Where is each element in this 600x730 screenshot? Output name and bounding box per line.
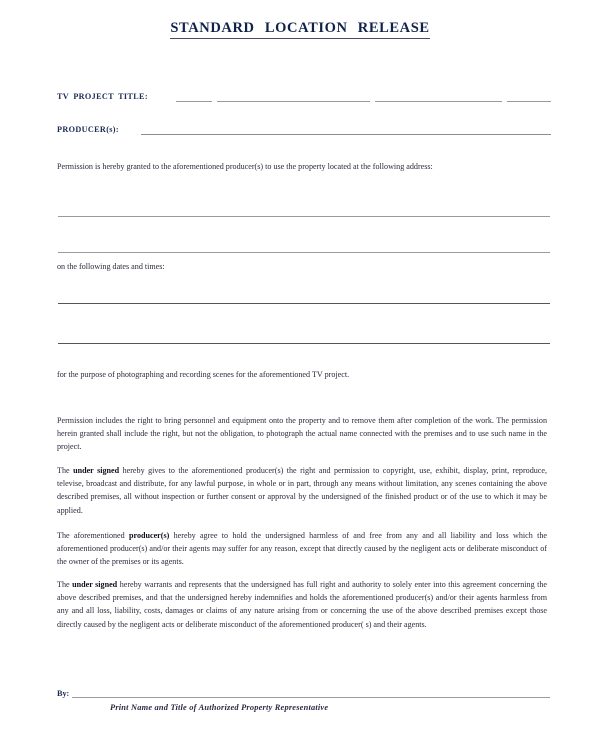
paragraph-lead: The aforementioned [57, 531, 129, 540]
signature-line[interactable] [72, 697, 550, 698]
paragraph-body: hereby agree to hold the undersigned harmless of and free from any and all liability and loss which the aforementioned producer(s) and/or their agents may suffer for any reason, except that directly caused by the negligent acts or deliberate misconduct of the owner of the premises or its agents. [57, 531, 547, 567]
purpose-text: for the purpose of photographing and recording scenes for the aforementioned TV project. [57, 370, 350, 379]
project-title-segment-3 [375, 101, 502, 102]
paragraph-grant-of-rights [57, 464, 547, 517]
project-title-segment-4 [507, 101, 551, 102]
dates-line-1[interactable] [58, 303, 550, 304]
project-title-label: TV PROJECT TITLE: [57, 92, 148, 101]
paragraph-warranty-by-undersigned [57, 578, 547, 631]
signature-by-label: By: [57, 689, 70, 698]
page-title-text: STANDARD LOCATION RELEASE [170, 20, 429, 39]
paragraph-indemnity-by-producer [57, 529, 547, 569]
address-line-1[interactable] [58, 216, 550, 217]
project-title-segment-2 [217, 101, 371, 102]
paragraph-bold-term: producer(s) [129, 531, 170, 540]
paragraph-body: hereby gives to the aforementioned producer(s) the right and permission to copyright, use, exhibit, display, print, reproduce, televise, broadcast and distribute, for any lawful purpose, in whole or in part, through any means without limitation, any scenes containing the above described premises, all without inspection or further consent or approval by the undersigned of the finished product or of the use to which it may be applied. [57, 466, 548, 515]
producer-label: PRODUCER(s): [57, 125, 119, 134]
paragraph-body: Permission includes the right to bring personnel and equipment onto the property and to remove them after completion of the work. The permission herein granted shall include the right, but not the obligation, to photograph the actual name connected with the premises and to use such name in the project. [57, 416, 547, 452]
dates-line-2[interactable] [58, 343, 550, 344]
producer-input-line[interactable] [141, 134, 551, 135]
project-title-input-line[interactable] [176, 101, 551, 102]
paragraph-lead: The [57, 466, 74, 475]
paragraph-body: hereby warrants and represents that the undersigned has full right and authority to solely enter into this agreement concerning the above described premises, and that the undersigned hereby indemnifies and holds the aforementioned producer(s) and/or their agents harmless from any and all loss, liability, costs, damages or claims of any nature arising from or concerning the use of the above described premises except those directly caused by the negligent acts or deliberate misconduct of the aforementioned producer( s) and their agents. [57, 580, 548, 629]
address-line-2[interactable] [58, 252, 550, 253]
project-title-segment-1 [176, 101, 212, 102]
paragraph-permission-scope [57, 414, 547, 454]
signature-caption: Print Name and Title of Authorized Property Representative [110, 703, 329, 712]
dates-and-times-label: on the following dates and times: [57, 262, 165, 271]
paragraph-bold-term: under signed [73, 466, 120, 475]
paragraph-bold-term: under signed [72, 580, 118, 589]
intro-paragraph: Permission is hereby granted to the aforementioned producer(s) to use the property located at the following address: [57, 162, 433, 171]
page-title [0, 20, 600, 39]
paragraph-lead: The [57, 580, 73, 589]
